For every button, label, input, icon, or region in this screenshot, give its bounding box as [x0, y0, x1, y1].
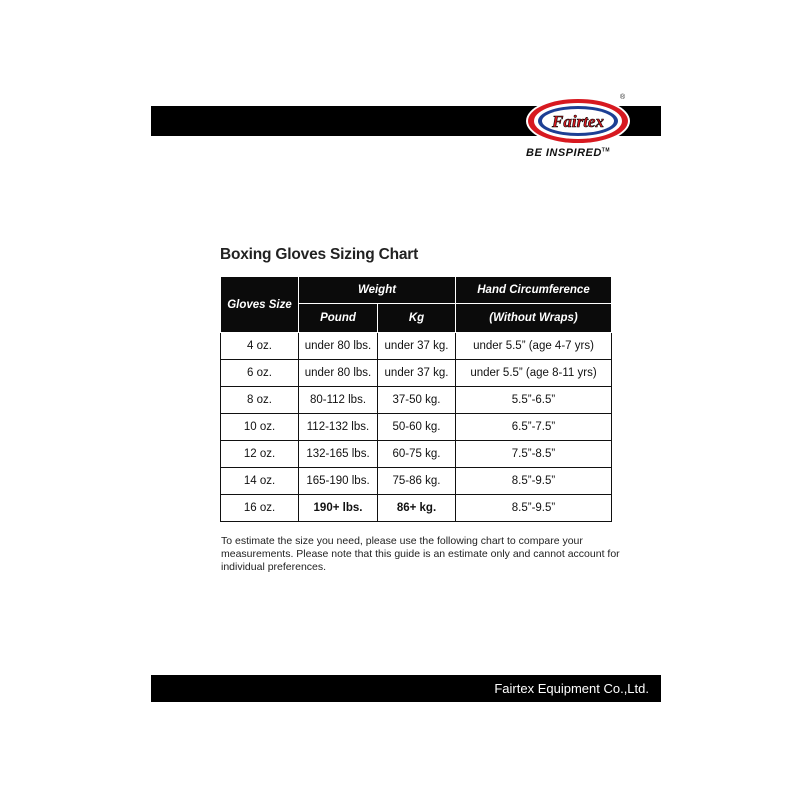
- header-pound: Pound: [299, 304, 378, 333]
- table-row: [221, 333, 612, 360]
- fairtex-logo-icon: [524, 92, 634, 147]
- chart-title: Boxing Gloves Sizing Chart: [220, 246, 419, 263]
- cell-size: 4 oz.: [221, 333, 299, 360]
- cell-hand: 5.5”-6.5”: [456, 387, 612, 414]
- cell-hand: 7.5”-8.5”: [456, 441, 612, 468]
- cell-pound: under 80 lbs.: [299, 360, 378, 387]
- table-row: [221, 468, 612, 495]
- trademark-mark: TM: [601, 147, 611, 154]
- header-gloves-size: Gloves Size: [221, 277, 299, 333]
- cell-kg: 60-75 kg.: [378, 441, 456, 468]
- footer-bar: [151, 675, 661, 702]
- cell-hand: 8.5”-9.5”: [456, 495, 612, 522]
- cell-size: 8 oz.: [221, 387, 299, 414]
- cell-hand: under 5.5” (age 8-11 yrs): [456, 360, 612, 387]
- cell-kg: 37-50 kg.: [378, 387, 456, 414]
- cell-kg: 86+ kg.: [378, 495, 456, 522]
- cell-hand: under 5.5” (age 4-7 yrs): [456, 333, 612, 360]
- table-row: [221, 360, 612, 387]
- table-row: [221, 441, 612, 468]
- cell-pound: 112-132 lbs.: [299, 414, 378, 441]
- cell-pound: 190+ lbs.: [299, 495, 378, 522]
- cell-kg: 50-60 kg.: [378, 414, 456, 441]
- sizing-table: [220, 276, 612, 522]
- table-row: [221, 495, 612, 522]
- cell-size: 14 oz.: [221, 468, 299, 495]
- brand-tagline: [526, 147, 610, 159]
- cell-size: 12 oz.: [221, 441, 299, 468]
- header-without-wraps: (Without Wraps): [456, 304, 612, 333]
- logo-wordmark: Fairtex: [552, 112, 604, 131]
- cell-size: 6 oz.: [221, 360, 299, 387]
- company-name: Fairtex Equipment Co.,Ltd.: [494, 681, 649, 696]
- header-hand-circumference: Hand Circumference: [456, 277, 612, 304]
- cell-size: 16 oz.: [221, 495, 299, 522]
- tagline-text: BE INSPIRED: [526, 147, 602, 159]
- header-kg: Kg: [378, 304, 456, 333]
- header-row-1: [221, 277, 612, 304]
- cell-hand: 8.5”-9.5”: [456, 468, 612, 495]
- cell-pound: 80-112 lbs.: [299, 387, 378, 414]
- cell-pound: under 80 lbs.: [299, 333, 378, 360]
- table-row: [221, 414, 612, 441]
- cell-kg: 75-86 kg.: [378, 468, 456, 495]
- cell-hand: 6.5”-7.5”: [456, 414, 612, 441]
- sizing-note: To estimate the size you need, please use the following chart to compare your measurements. Please note that this guide is an estimate only and cannot account for individual preferences.: [221, 535, 620, 573]
- cell-kg: under 37 kg.: [378, 333, 456, 360]
- cell-size: 10 oz.: [221, 414, 299, 441]
- cell-kg: under 37 kg.: [378, 360, 456, 387]
- registered-mark: ®: [620, 94, 626, 101]
- cell-pound: 165-190 lbs.: [299, 468, 378, 495]
- header-weight: Weight: [299, 277, 456, 304]
- cell-pound: 132-165 lbs.: [299, 441, 378, 468]
- table-row: [221, 387, 612, 414]
